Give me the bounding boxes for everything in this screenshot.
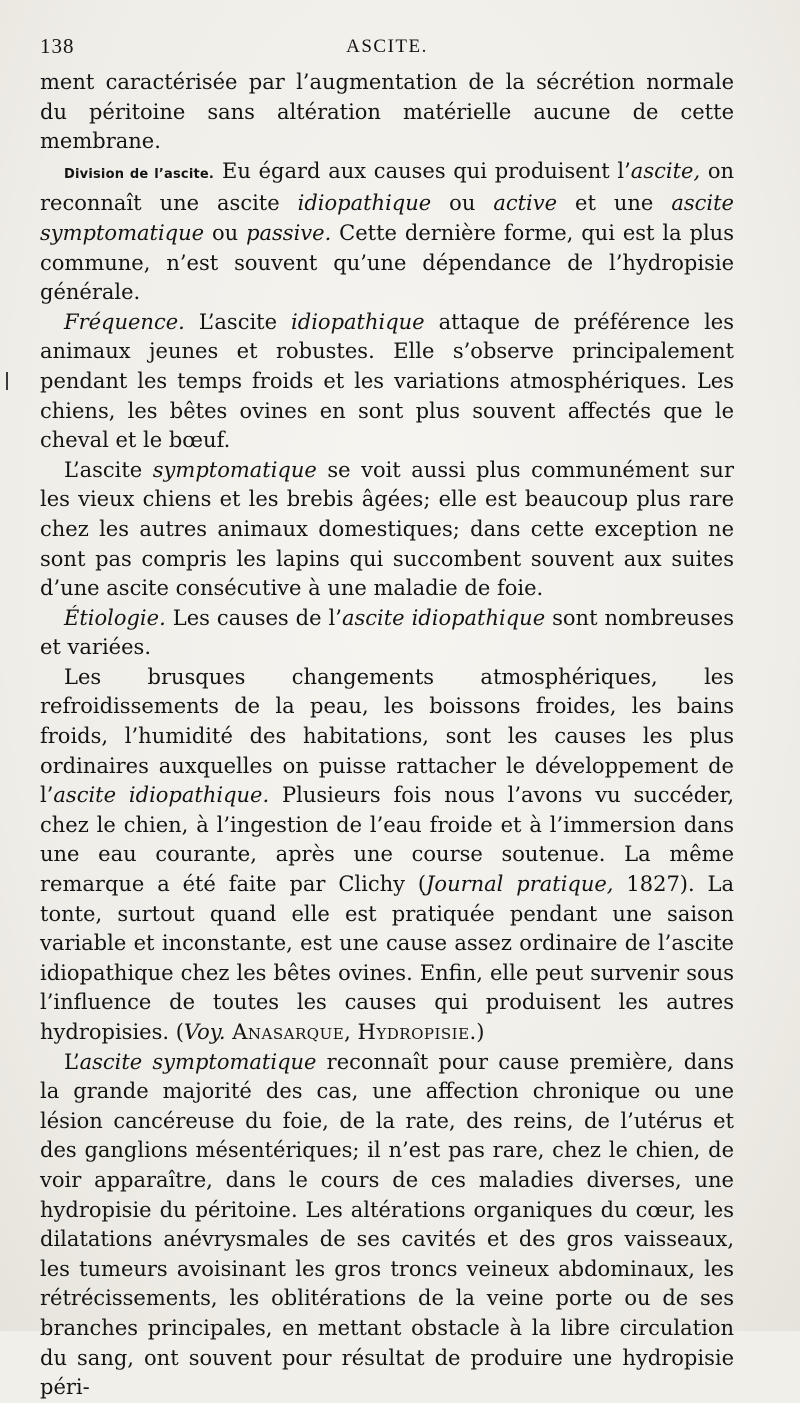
running-head: [40, 28, 734, 68]
text-run: L’ascite: [64, 457, 153, 482]
section-heading-frequence: Fréquence.: [64, 309, 185, 334]
italic-run: idiopathique: [291, 309, 425, 334]
paragraph-frequence: [40, 308, 734, 456]
text-run: L’: [64, 1049, 80, 1074]
text-run: sont nombreuses et variées.: [40, 605, 735, 660]
italic-run: ascite idiopathique.: [53, 783, 270, 808]
text-run: L’ascite: [184, 309, 292, 334]
italic-run: ascite idiopathique: [341, 605, 546, 630]
italic-run: active: [493, 191, 558, 216]
text-run: ,: [344, 1020, 358, 1044]
text-run: Eu égard aux causes qui produisent l’: [222, 158, 631, 183]
italic-run: ascite symptomatique: [40, 191, 734, 245]
paragraph-causes: [40, 663, 734, 1048]
italic-run: Voy.: [183, 1020, 226, 1044]
section-heading-etiologie: Étiologie.: [64, 605, 166, 630]
italic-run: idiopathique: [297, 191, 432, 216]
text-run: se voit aussi plus communément sur les vieux chiens et les brebis âgées; elle est beaucoup plus rare chez les autres animaux domestiques; dans cette exception ne sont pas compris les lapins qui succombent souvent aux suites d’une ascite consécutive à une maladie de foie.: [40, 457, 734, 601]
text-run: reconnaît pour cause première, dans la grande majorité des cas, une affection chronique ou une lésion cancéreuse du foie, de la rate, des reins, de l’utérus et des ganglions mésentériques; il n’est pas rare, chez le chien, de voir apparaître, dans le cours de ces maladies diverses, une hydropisie du péritoine. Les altérations organiques du cœur, les dilatations anévrysmales de ses cavités et des gros vaisseaux, les tumeurs avoisinant les gros troncs veineux abdominaux, les rétrécissements, les oblitérations de la veine porte ou de ses branches principales, en mettant obstacle à la libre circulation du sang, ont souvent pour résultat de produire une hydropisie péri-: [40, 1049, 734, 1400]
cross-reference: Hydropisie: [357, 1020, 470, 1044]
text-run: Les brusques changements atmosphériques, les refroidissements de la peau, les boissons froides, les bains froids, l’humidité des habitations, sont les causes les plus ordinaires auxquelles on puisse rattacher le développement de l’: [40, 664, 734, 808]
italic-run: symptomatique: [152, 457, 317, 482]
text-run: .): [469, 1020, 485, 1044]
paragraph-etiologie: [40, 604, 734, 663]
text-run: et une: [557, 191, 672, 216]
text-run: ou: [431, 191, 494, 216]
text-run: attaque de préférence les animaux jeunes et robustes. Elle s’observe principalement pendant les temps froids et les variations atmosphériques. Les chiens, les bêtes ovines en sont plus souvent affectés que le cheval et le bœuf.: [40, 309, 734, 453]
text-run: Plusieurs fois nous l’avons vu succéder, chez le chien, à l’ingestion de l’eau froide et à l’immersion dans une eau courante, après une course soutenue. La même remarque a été faite par Clichy (: [40, 783, 734, 897]
paragraph-division: [40, 157, 734, 308]
text-run: on reconnaît une ascite: [40, 158, 735, 216]
text-run: ou: [204, 220, 247, 245]
section-heading-division: Division de l’ascite.: [64, 166, 215, 182]
running-title: ASCITE.: [346, 36, 428, 57]
text-run: Les causes de l’: [165, 605, 342, 630]
text-run: ment caractérisée par l’augmentation de la sécrétion normale du péritoine sans altération matérielle aucune de cette membrane.: [40, 70, 734, 154]
page-number: 138: [40, 34, 75, 58]
paragraph-continuation: [40, 68, 734, 157]
text-run: Cette dernière forme, qui est la plus commune, n’est souvent qu’une dépendance de l’hydropisie générale.: [40, 220, 734, 305]
italic-run: ascite,: [630, 158, 701, 183]
paragraph-ascite-symptomatique: [40, 1048, 734, 1403]
cross-reference: Anasarque: [232, 1020, 345, 1044]
italic-run: Journal pratique,: [426, 872, 614, 897]
margin-mark: [6, 372, 8, 390]
paragraph-symptomatique: [40, 456, 734, 604]
text-run: 1827). La tonte, surtout quand elle est pratiquée pendant une saison variable et inconstante, est une cause assez ordinaire de l’ascite idiopathique chez les bêtes ovines. Enfin, elle peut survenir sous l’influence de toutes les causes qui produisent les autres hydropisies. (: [40, 872, 734, 1044]
italic-run: passive.: [246, 220, 332, 245]
italic-run: ascite symptomatique: [79, 1049, 317, 1074]
